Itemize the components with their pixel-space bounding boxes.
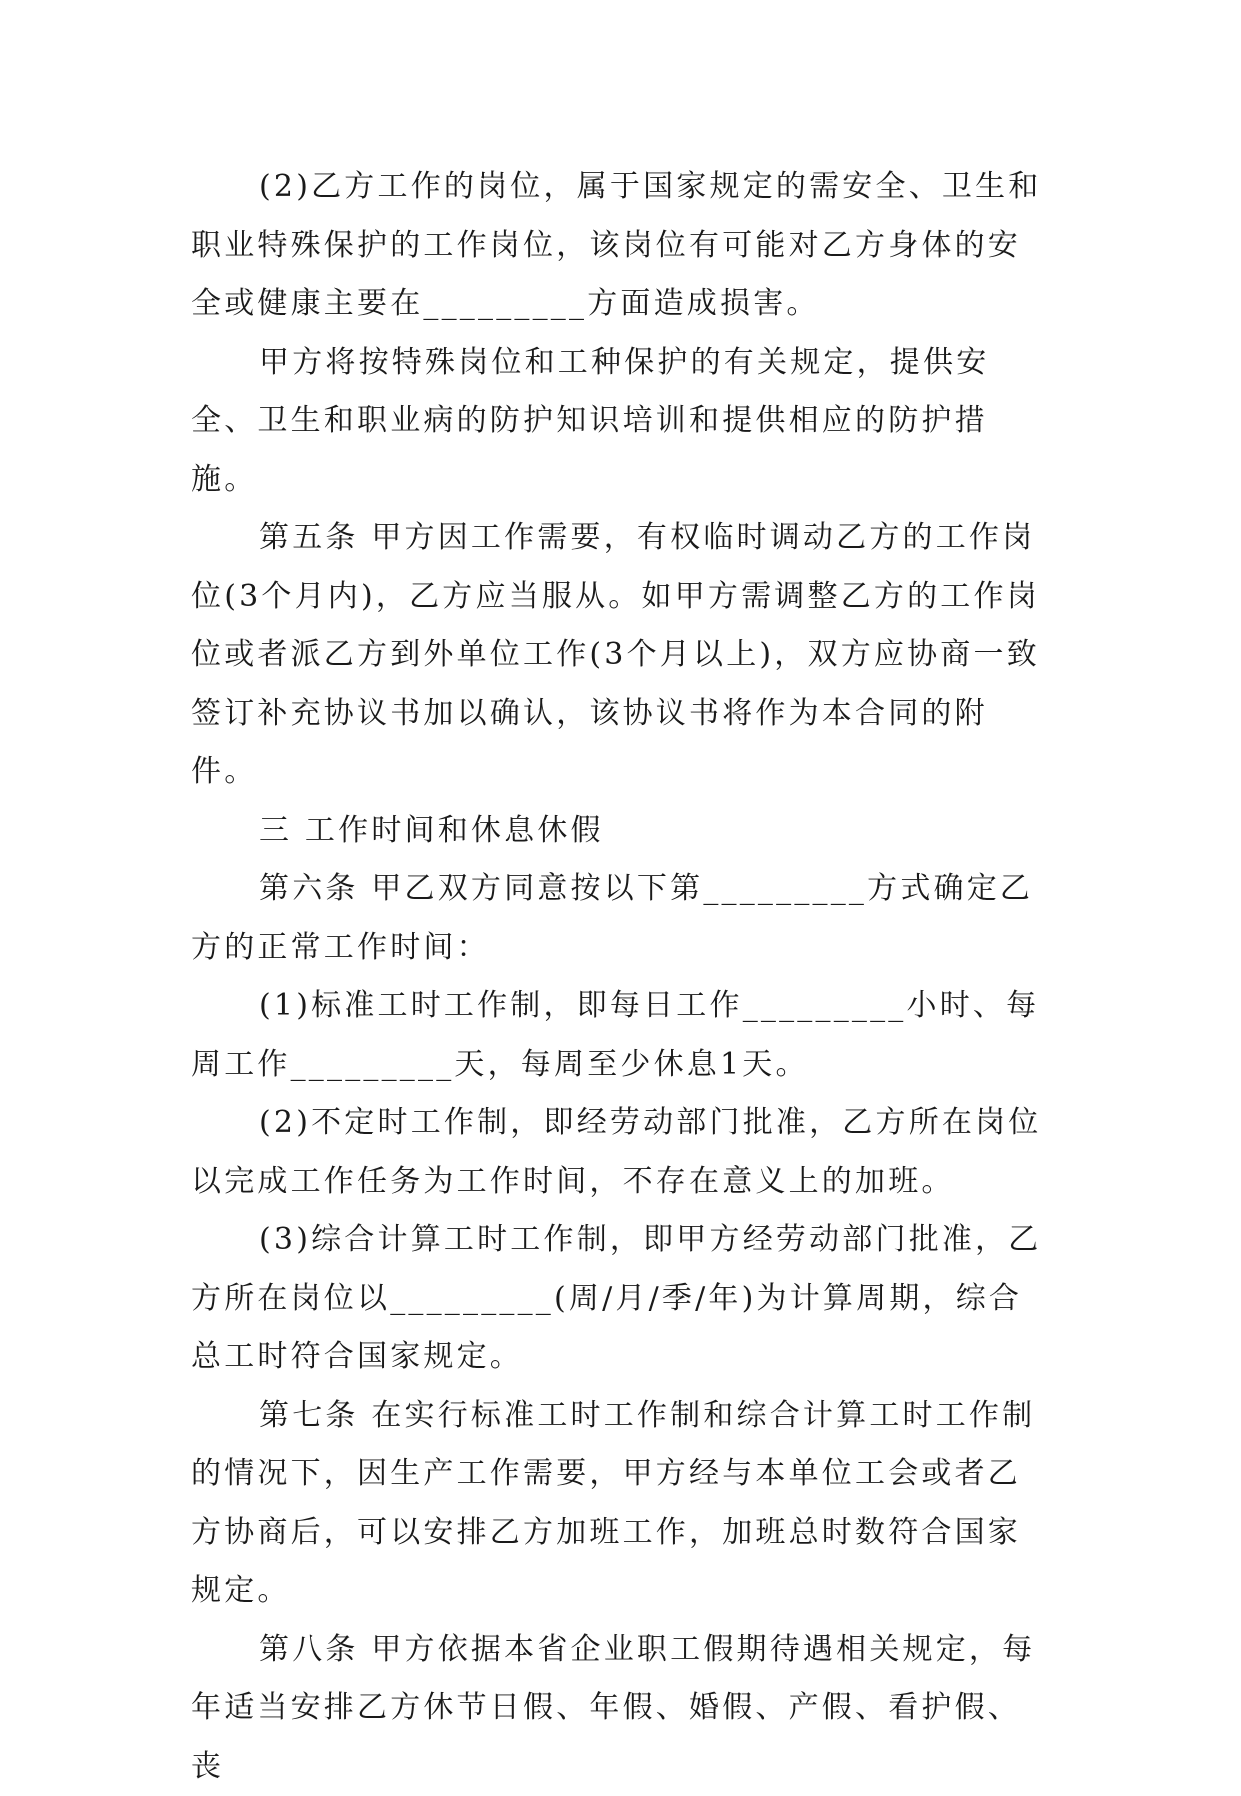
paragraph-comprehensive-hours: (3)综合计算工时工作制，即甲方经劳动部门批准，乙方所在岗位以_________(周/月/季/年)为计算周期，综合总工时符合国家规定。 xyxy=(191,1211,1051,1387)
paragraph-flexible-hours: (2)不定时工作制，即经劳动部门批准，乙方所在岗位以完成工作任务为工作时间，不存在意义上的加班。 xyxy=(191,1094,1051,1211)
section-heading-work-hours: 三 工作时间和休息休假 xyxy=(191,802,1051,861)
paragraph-job-hazard: (2)乙方工作的岗位，属于国家规定的需安全、卫生和职业特殊保护的工作岗位，该岗位有可能对乙方身体的安全或健康主要在_________方面造成损害。 xyxy=(191,158,1051,334)
paragraph-article-7: 第七条 在实行标准工时工作制和综合计算工时工作制的情况下，因生产工作需要，甲方经与本单位工会或者乙方协商后，可以安排乙方加班工作，加班总时数符合国家规定。 xyxy=(191,1387,1051,1621)
document-body xyxy=(191,158,1051,1796)
paragraph-article-5: 第五条 甲方因工作需要，有权临时调动乙方的工作岗位(3个月内)，乙方应当服从。如甲方需调整乙方的工作岗位或者派乙方到外单位工作(3个月以上)，双方应协商一致签订补充协议书加以确认，该协议书将作为本合同的附件。 xyxy=(191,509,1051,802)
paragraph-standard-hours: (1)标准工时工作制，即每日工作_________小时、每周工作_________天，每周至少休息1天。 xyxy=(191,977,1051,1094)
paragraph-article-8: 第八条 甲方依据本省企业职工假期待遇相关规定，每年适当安排乙方休节日假、年假、婚假、产假、看护假、丧 xyxy=(191,1621,1051,1796)
paragraph-protection-measures: 甲方将按特殊岗位和工种保护的有关规定，提供安全、卫生和职业病的防护知识培训和提供相应的防护措施。 xyxy=(191,334,1051,510)
paragraph-article-6: 第六条 甲乙双方同意按以下第_________方式确定乙方的正常工作时间： xyxy=(191,860,1051,977)
